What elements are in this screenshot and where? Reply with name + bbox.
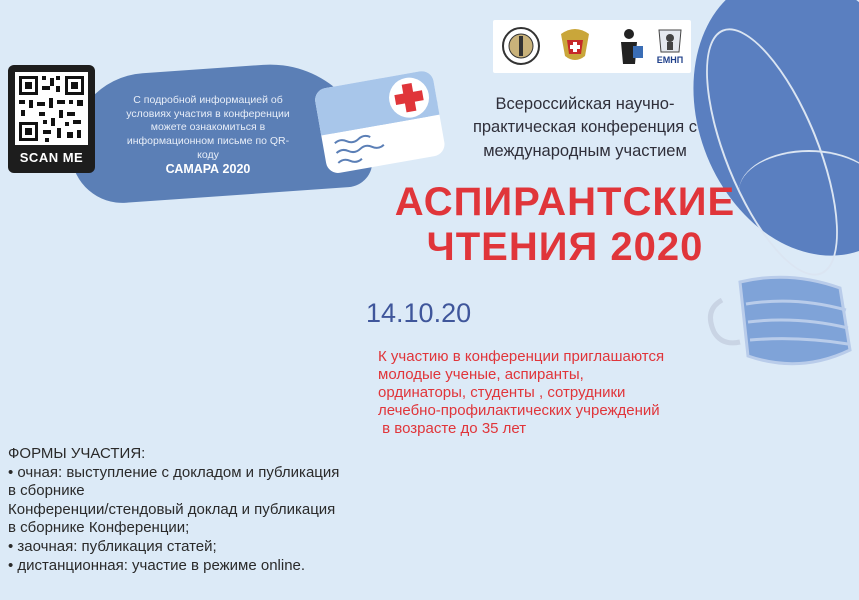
title-line: АСПИРАНТСКИЕ xyxy=(394,180,736,224)
forms-line: Конференции/стендовый доклад и публикация xyxy=(8,500,336,518)
emnp-emblem-icon xyxy=(651,26,689,66)
conference-title xyxy=(345,180,785,270)
info-city: САМАРА 2020 xyxy=(165,162,251,176)
forms-line: • дистанционная: участие в режиме online. xyxy=(8,556,306,574)
invite-line: лечебно-профилактических учреждений xyxy=(378,402,660,419)
qr-code-icon xyxy=(15,72,88,145)
invite-line: молодые ученые, аспиранты, xyxy=(378,366,584,383)
statue-emblem-icon xyxy=(609,26,649,66)
partner-logos-strip xyxy=(493,20,691,73)
forms-line: в сборнике Конференции; xyxy=(8,519,190,537)
conference-date: 14.10.20 xyxy=(366,298,472,328)
subtitle-line: практическая конференция с xyxy=(472,118,698,137)
subtitle-line: международным участием xyxy=(483,141,687,160)
ministry-of-health-emblem-icon xyxy=(555,26,595,66)
forms-heading: ФОРМЫ УЧАСТИЯ: xyxy=(8,445,146,462)
qr-code-card[interactable] xyxy=(8,65,95,173)
invite-line: ординаторы, студенты , сотрудники xyxy=(378,384,626,401)
info-note: С подробной информацией об условиях участия в конференции можете ознакомиться в информационном письме по QR- коду xyxy=(126,94,290,161)
subtitle-line: Всероссийская научно- xyxy=(495,95,675,113)
emnp-label: ЕМНП xyxy=(656,55,684,65)
university-emblem-icon xyxy=(501,26,541,66)
forms-line: • очная: выступление с докладом и публикация xyxy=(8,463,340,481)
title-line: ЧТЕНИЯ 2020 xyxy=(426,224,704,269)
forms-line: в сборнике xyxy=(8,482,85,500)
invitation-text xyxy=(378,348,738,438)
forms-line: • заочная: публикация статей; xyxy=(8,537,217,555)
participation-forms xyxy=(8,445,438,575)
scan-me-label: SCAN ME xyxy=(19,150,84,165)
invite-line: в возрасте до 35 лет xyxy=(378,420,527,437)
invite-line: К участию в конференции приглашаются xyxy=(378,348,665,365)
conference-subtitle xyxy=(420,93,750,163)
